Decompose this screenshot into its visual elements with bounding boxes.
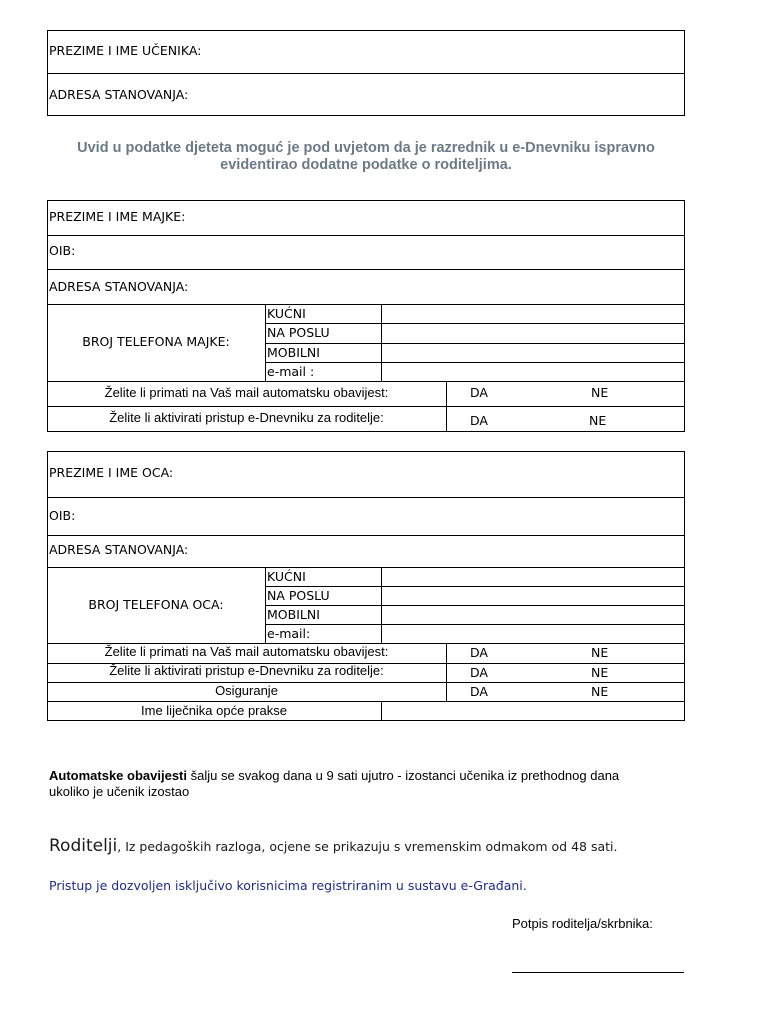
mother-email-label: e-mail : [267,364,315,379]
signature-label: Potpis roditelja/skrbnika: [512,916,653,931]
divider [47,73,685,74]
parents-note-body: , Iz pedagoških razloga, ocjene se prikazuju s vremenskim odmakom od 48 sati. [117,839,618,854]
divider [47,381,685,382]
father-address-label: ADRESA STANOVANJA: [49,542,189,557]
mother-phone-work: NA POSLU [267,325,330,340]
parents-note [49,836,617,856]
divider [47,701,685,702]
notice-text [48,140,684,174]
auto-notification-body-1: šalju se svakog dana u 9 sati ujutro - izostanci učenika iz prethodnog dana [187,768,620,783]
divider [381,304,382,381]
auto-notification-title: Automatske obavijesti [49,768,187,783]
student-address-label: ADRESA STANOVANJA: [49,87,189,102]
divider [265,567,266,643]
father-mail-question: Želite li primati na Vaš mail automatsku obavijest: [104,644,389,659]
father-access-no[interactable]: NE [591,665,609,680]
mother-access-no[interactable]: NE [589,413,607,428]
divider [47,269,685,270]
father-mail-no[interactable]: NE [591,645,609,660]
divider [265,304,266,381]
divider [381,567,382,643]
student-name-label: PREZIME I IME UČENIKA: [49,43,202,58]
mother-mail-question: Želite li primati na Vaš mail automatsku obavijest: [104,385,389,400]
divider [265,586,685,587]
mother-mail-no[interactable]: NE [591,385,609,400]
access-note: Pristup je dozvoljen isključivo korisnicima registriranim u sustavu e-Građani. [49,878,527,893]
divider [47,567,685,568]
mother-phone-label: BROJ TELEFONA MAJKE: [82,334,230,349]
mother-oib-label: OIB: [49,243,76,258]
mother-access-question: Želite li aktivirati pristup e-Dnevniku za roditelje: [109,410,384,425]
divider [265,605,685,606]
father-insurance-no[interactable]: NE [591,684,609,699]
auto-notification-body-2: ukoliko je učenik izostao [49,784,190,799]
father-phone-work: NA POSLU [267,588,330,603]
parents-note-title: Roditelji [49,836,118,856]
mother-name-label: PREZIME I IME MAJKE: [49,209,186,224]
mother-phone-home: KUĆNI [267,306,306,321]
father-phone-mobile: MOBILNI [267,607,320,622]
father-doctor-label: Ime liječnika opće prakse [141,703,287,718]
father-insurance-label: Osiguranje [215,683,278,698]
father-phone-home: KUĆNI [267,569,306,584]
divider [47,235,685,236]
divider [47,535,685,536]
divider [47,497,685,498]
divider [47,406,685,407]
father-access-question: Želite li aktivirati pristup e-Dnevniku za roditelje: [109,663,384,678]
mother-address-label: ADRESA STANOVANJA: [49,279,189,294]
notice-line-1: Uvid u podatke djeteta moguć je pod uvjetom da je razrednik u e-Dnevniku ispravno [77,140,655,156]
father-email-label: e-mail: [267,626,311,641]
notice-line-2: evidentirao dodatne podatke o roditeljima. [220,157,512,173]
father-name-label: PREZIME I IME OCA: [49,465,174,480]
father-insurance-yes[interactable]: DA [470,684,488,699]
father-oib-label: OIB: [49,508,76,523]
divider [47,304,685,305]
father-access-yes[interactable]: DA [470,665,488,680]
divider [446,643,447,701]
divider [47,682,685,683]
divider [265,343,685,344]
father-phone-label: BROJ TELEFONA OCA: [88,597,224,612]
divider [265,624,685,625]
mother-access-yes[interactable]: DA [470,413,488,428]
mother-phone-mobile: MOBILNI [267,345,320,360]
divider [446,381,447,432]
father-mail-yes[interactable]: DA [470,645,488,660]
divider [265,362,685,363]
mother-mail-yes[interactable]: DA [470,385,488,400]
divider [265,323,685,324]
divider [381,701,382,721]
signature-line[interactable] [512,972,684,973]
auto-notification-text [49,768,689,800]
